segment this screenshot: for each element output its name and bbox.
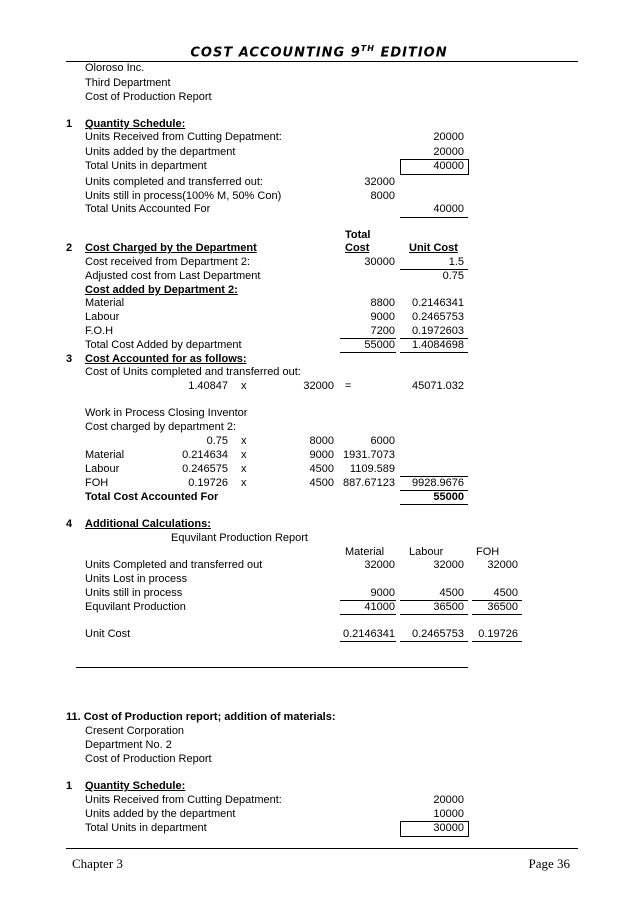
rate-value: 0.214634: [182, 449, 228, 461]
row-label: Units Received from Cutting Depatment:: [85, 131, 282, 143]
subsection-heading: Equvilant Production Report: [171, 532, 308, 544]
row-label: FOH: [85, 477, 109, 489]
units-value: 32000: [303, 380, 334, 392]
section-number: 1: [66, 780, 73, 792]
section-heading: Cost Accounted for as follows:: [85, 353, 247, 365]
row-value: 1.4084698: [412, 339, 464, 351]
column-head: Total: [345, 229, 371, 241]
underline: [340, 352, 396, 353]
department-name: Third Department: [85, 77, 171, 89]
result-value: 45071.032: [412, 380, 464, 392]
section-divider: [76, 667, 468, 668]
subsection-heading: Cost added by Department 2:: [85, 284, 238, 296]
row-value: 30000: [433, 822, 464, 834]
column-head: FOH: [476, 546, 500, 558]
row-value: 0.2146341: [412, 297, 464, 309]
row-value: 0.19726: [478, 628, 518, 640]
row-value: 40000: [433, 203, 464, 215]
section-heading: Additional Calculations:: [85, 518, 211, 530]
row-label: Units added by the department: [85, 808, 236, 820]
column-head: Material: [345, 546, 385, 558]
footer-page-number: Page 36: [528, 856, 570, 871]
column-head: Labour: [409, 546, 444, 558]
equals-sign: =: [345, 380, 352, 392]
total-value: 9928.9676: [412, 477, 464, 489]
row-label: Labour: [85, 463, 120, 475]
row-value: 0.2465753: [412, 628, 464, 640]
row-label: Total Units in department: [85, 160, 207, 172]
report-title: Cost of Production Report: [85, 91, 212, 103]
row-label: Labour: [85, 311, 120, 323]
rate-value: 0.246575: [182, 463, 228, 475]
row-value: 10000: [433, 808, 464, 820]
row-label: Total Cost Added by department: [85, 339, 242, 351]
row-value: 32000: [433, 559, 464, 571]
section-number: 2: [66, 242, 73, 254]
row-value: 32000: [487, 559, 518, 571]
row-value: 0.2146341: [343, 628, 395, 640]
row-value: 1.5: [448, 256, 464, 268]
amount-value: 1109.589: [349, 463, 395, 475]
row-value: 9000: [370, 311, 395, 323]
amount-value: 6000: [370, 435, 395, 447]
section-heading: Cost Charged by the Department: [85, 242, 257, 254]
row-label: Material: [85, 297, 125, 309]
row-value: 0.75: [442, 270, 464, 282]
row-value: 20000: [433, 794, 464, 806]
row-label: Units Received from Cutting Depatment:: [85, 794, 282, 806]
rate-value: 0.75: [206, 435, 228, 447]
underline: [400, 614, 468, 615]
row-label: Units Lost in process: [85, 573, 188, 585]
row-label: Units still in process(100% M, 50% Con): [85, 190, 282, 202]
multiply-sign: x: [241, 435, 247, 447]
amount-value: 887.67123: [343, 477, 395, 489]
row-value: 40000: [433, 160, 464, 172]
row-label: Total Units Accounted For: [85, 203, 211, 215]
row-label: Unit Cost: [85, 628, 131, 640]
underline: [340, 614, 396, 615]
units-value: 4500: [309, 463, 334, 475]
underline: [340, 641, 396, 642]
row-value: 30000: [364, 256, 395, 268]
underline: [472, 614, 522, 615]
row-value: 36500: [487, 601, 518, 613]
row-label: Cost of Units completed and transferred out:: [85, 366, 301, 378]
row-value: 20000: [433, 146, 464, 158]
company-name: Oloroso Inc.: [85, 62, 145, 74]
section-heading: Quantity Schedule:: [85, 118, 186, 130]
section-number: 3: [66, 353, 73, 365]
grand-total-value: 55000: [433, 491, 464, 503]
row-label: Work in Process Closing Inventor: [85, 407, 248, 419]
multiply-sign: x: [241, 477, 247, 489]
units-value: 4500: [309, 477, 334, 489]
underline: [472, 641, 522, 642]
multiply-sign: x: [241, 463, 247, 475]
footer-rule: [66, 848, 578, 849]
row-value: 4500: [493, 587, 518, 599]
company-name: Cresent Corporation: [85, 725, 185, 737]
row-label: Adjusted cost from Last Department: [85, 270, 261, 282]
column-head: Unit Cost: [409, 242, 458, 254]
multiply-sign: x: [241, 380, 247, 392]
report-title: Cost of Production Report: [85, 753, 212, 765]
underline: [400, 641, 468, 642]
row-value: 8000: [370, 190, 395, 202]
row-label: Units completed and transferred out:: [85, 176, 263, 188]
row-label: F.O.H: [85, 325, 114, 337]
row-value: 32000: [364, 176, 395, 188]
row-value: 41000: [364, 601, 395, 613]
row-label: Units added by the department: [85, 146, 236, 158]
rate-value: 1.40847: [188, 380, 228, 392]
section-number: 4: [66, 518, 73, 530]
page-header-title: COST ACCOUNTING 9TH EDITION: [190, 44, 448, 61]
units-value: 8000: [309, 435, 334, 447]
row-label: Total Units in department: [85, 822, 207, 834]
row-value: 20000: [433, 131, 464, 143]
row-label: Cost received from Department 2:: [85, 256, 251, 268]
amount-value: 1931.7073: [343, 449, 395, 461]
row-value: 0.2465753: [412, 311, 464, 323]
underline: [400, 352, 468, 353]
units-value: 9000: [309, 449, 334, 461]
row-value: 36500: [433, 601, 464, 613]
problem-heading: 11. Cost of Production report; addition of materials:: [66, 711, 336, 723]
row-value: 4500: [439, 587, 464, 599]
rate-value: 0.19726: [188, 477, 228, 489]
row-label: Units still in process: [85, 587, 183, 599]
row-label: Material: [85, 449, 125, 461]
row-label: Units Completed and transferred out: [85, 559, 263, 571]
department-name: Department No. 2: [85, 739, 172, 751]
section-number: 1: [66, 118, 73, 130]
section-heading: Quantity Schedule:: [85, 780, 186, 792]
column-head: Cost: [345, 242, 370, 254]
row-value: 8800: [370, 297, 395, 309]
row-value: 32000: [364, 559, 395, 571]
row-value: 55000: [364, 339, 395, 351]
row-value: 7200: [370, 325, 395, 337]
grand-total-label: Total Cost Accounted For: [85, 491, 219, 503]
row-value: 9000: [370, 587, 395, 599]
underline: [400, 504, 468, 505]
row-value: 0.1972603: [412, 325, 464, 337]
underline: [400, 217, 468, 218]
row-label: Equvilant Production: [85, 601, 186, 613]
multiply-sign: x: [241, 449, 247, 461]
row-label: Cost charged by department 2:: [85, 421, 237, 433]
footer-chapter: Chapter 3: [72, 856, 123, 871]
